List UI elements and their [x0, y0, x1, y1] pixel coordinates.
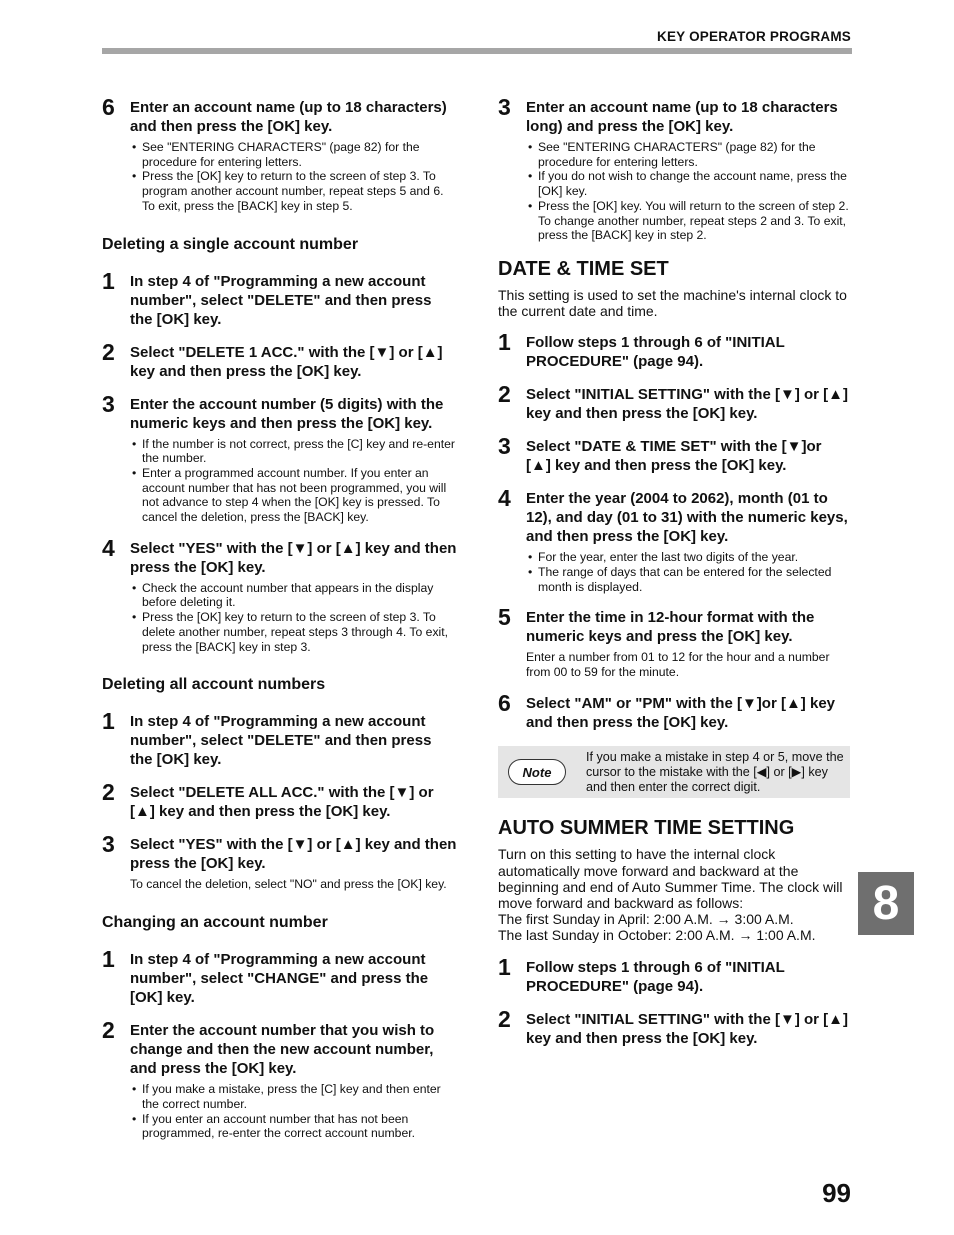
step-number: 3: [498, 433, 511, 460]
bullet-list: [526, 550, 850, 594]
step-number: 1: [498, 953, 511, 980]
intro-line: The first Sunday in April: 2:00 A.M. → 3:00 A.M.: [498, 911, 794, 928]
delete-single-step-1: [102, 267, 458, 329]
step-number: 4: [498, 485, 511, 512]
section-heading-date-time: DATE & TIME SET: [498, 257, 669, 280]
change-step-1: [102, 946, 458, 1007]
step-number: 5: [498, 604, 511, 631]
bullet-item: • See "ENTERING CHARACTERS" (page 82) for the procedure for entering letters.: [526, 140, 850, 169]
bullet-item: • If you make a mistake, press the [C] key and then enter the correct number.: [130, 1082, 458, 1111]
change-step-2: [102, 1017, 458, 1141]
step-number: 2: [498, 1005, 511, 1032]
section-heading-summer: AUTO SUMMER TIME SETTING: [498, 817, 795, 840]
step-title: Select "DELETE ALL ACC." with the [▼] or [▲] key and then press the [OK] key.: [130, 784, 434, 821]
date-time-step-3: [498, 433, 850, 475]
note-icon: [508, 759, 566, 785]
date-time-step-5: [498, 604, 850, 680]
subheading-change: Changing an account number: [102, 914, 328, 932]
step-title: Select "INITIAL SETTING" with the [▼] or [▲] key and then press the [OK] key.: [526, 386, 848, 423]
bullet-list: [130, 581, 458, 655]
step-title: Select "DELETE 1 ACC." with the [▼] or [▲] key and then press the [OK] key.: [130, 343, 443, 380]
step-number: 6: [102, 94, 115, 120]
delete-single-step-2: [102, 338, 458, 381]
step-title: In step 4 of "Programming a new account number", select "DELETE" and then press the [OK] key.: [130, 272, 432, 328]
step-note: To cancel the deletion, select "NO" and press the [OK] key.: [130, 877, 447, 892]
step-number: 6: [498, 690, 511, 717]
step-title: Enter the account number (5 digits) with the numeric keys and then press the [OK] key.: [130, 395, 444, 432]
step-number: 2: [102, 779, 115, 806]
step-number: 3: [102, 390, 115, 417]
step-title: Enter an account name (up to 18 characters) and then press the [OK] key.: [130, 99, 447, 135]
step-number: 2: [102, 1017, 115, 1044]
date-time-step-6: [498, 690, 850, 732]
step-title: Select "DATE & TIME SET" with the [▼]or [▲] key and then press the [OK] key.: [526, 438, 822, 475]
step-title: Select "YES" with the [▼] or [▲] key and then press the [OK] key.: [130, 539, 457, 576]
bullet-list: [130, 140, 458, 214]
bullet-item: • If the number is not correct, press the [C] key and re-enter the number.: [130, 437, 458, 466]
step-title: Follow steps 1 through 6 of "INITIAL PROCEDURE" (page 94).: [526, 334, 785, 371]
step-title: Enter the account number that you wish to change and then the new account number, and press the [OK] key.: [130, 1022, 435, 1078]
step-number: 1: [102, 708, 115, 735]
header-rule: [102, 48, 852, 54]
intro-line: Turn on this setting to have the internal clock automatically move forward and backward at the beginning and end of Auto Summer Time. The clock will move forward and backward as follows:: [498, 846, 843, 912]
section-intro: [498, 846, 850, 943]
chapter-tab: 8: [858, 872, 914, 935]
delete-all-step-1: [102, 708, 458, 769]
date-time-step-4: [498, 485, 850, 594]
page-number: 99: [822, 1178, 851, 1208]
step-number: 3: [102, 831, 115, 858]
step-number: 3: [498, 94, 511, 120]
summer-step-2: [498, 1005, 850, 1048]
note-box: [498, 746, 850, 798]
delete-single-step-3: [102, 390, 458, 525]
step-number: 1: [102, 267, 115, 294]
subheading-delete-all: Deleting all account numbers: [102, 676, 326, 694]
note-badge-label: Note: [522, 764, 552, 780]
summer-step-1: [498, 953, 850, 996]
step-note: Enter a number from 01 to 12 for the hour and a number from 00 to 59 for the minute.: [526, 650, 830, 680]
date-time-step-2: [498, 381, 850, 423]
step-number: 4: [102, 534, 115, 561]
right-column: [498, 94, 850, 1062]
bullet-list: [130, 437, 458, 525]
delete-all-step-3: [102, 831, 458, 892]
intro-line: The last Sunday in October: 2:00 A.M. → 1:00 A.M.: [498, 927, 816, 944]
step-title: Enter the year (2004 to 2062), month (01 to 12), and day (01 to 31) with the numeric keys, and then press the [OK] key.: [526, 490, 848, 546]
step-number: 1: [102, 946, 115, 973]
step-3-account-name: [498, 94, 850, 243]
step-title: Select "YES" with the [▼] or [▲] key and then press the [OK] key.: [130, 836, 457, 873]
running-header: KEY OPERATOR PROGRAMS: [657, 29, 851, 44]
bullet-item: • See "ENTERING CHARACTERS" (page 82) for the procedure for entering letters.: [130, 140, 458, 169]
subheading-delete-single: Deleting a single account number: [102, 235, 359, 253]
step-title: Select "AM" or "PM" with the [▼]or [▲] key and then press the [OK] key.: [526, 695, 836, 732]
step-title: Enter an account name (up to 18 characters long) and press the [OK] key.: [526, 99, 838, 135]
bullet-item: • Press the [OK] key to return to the screen of step 3. To delete another number, repeat steps 3 through 4. To exit, press the [BACK] key in step 3.: [130, 610, 458, 654]
step-6-account-name: [102, 94, 458, 214]
section-intro: This setting is used to set the machine's internal clock to the current date and time.: [498, 286, 847, 320]
delete-all-step-2: [102, 779, 458, 821]
step-title: In step 4 of "Programming a new account number", select "DELETE" and then press the [OK] key.: [130, 713, 432, 769]
left-column: [102, 94, 458, 1155]
bullet-list: [130, 1082, 458, 1141]
bullet-item: • If you do not wish to change the account name, press the [OK] key.: [526, 169, 850, 198]
date-time-step-1: [498, 329, 850, 371]
step-number: 1: [498, 329, 511, 356]
step-number: 2: [498, 381, 511, 408]
note-text: If you make a mistake in step 4 or 5, move the cursor to the mistake with the [◀] or [▶] key and then enter the correct digit.: [586, 749, 844, 794]
bullet-item: • Enter a programmed account number. If you enter an account number that has not been programmed, you will not advance to step 4 when the [OK] key is pressed. To cancel the deletion, press the [BACK] key.: [130, 466, 458, 525]
bullet-list: [526, 140, 850, 243]
bullet-item: • Check the account number that appears in the display before deleting it.: [130, 581, 458, 610]
step-title: In step 4 of "Programming a new account number", select "CHANGE" and press the [OK] key.: [130, 951, 429, 1007]
delete-single-step-4: [102, 534, 458, 655]
bullet-item: • The range of days that can be entered for the selected month is displayed.: [526, 565, 850, 594]
bullet-item: • Press the [OK] key. You will return to the screen of step 2. To change another number, repeat steps 2 and 3. To exit, press the [BACK] key in step 2.: [526, 199, 850, 243]
step-title: Select "INITIAL SETTING" with the [▼] or [▲] key and then press the [OK] key.: [526, 1010, 848, 1047]
step-title: Enter the time in 12-hour format with the numeric keys and press the [OK] key.: [526, 609, 815, 646]
bullet-item: • If you enter an account number that has not been programmed, re-enter the correct account number.: [130, 1112, 458, 1141]
step-number: 2: [102, 338, 115, 365]
step-title: Follow steps 1 through 6 of "INITIAL PROCEDURE" (page 94).: [526, 958, 785, 995]
bullet-item: • For the year, enter the last two digits of the year.: [526, 550, 850, 565]
bullet-item: • Press the [OK] key to return to the screen of step 3. To program another account number, repeat steps 5 and 6. To exit, press the [BACK] key in step 5.: [130, 169, 458, 213]
